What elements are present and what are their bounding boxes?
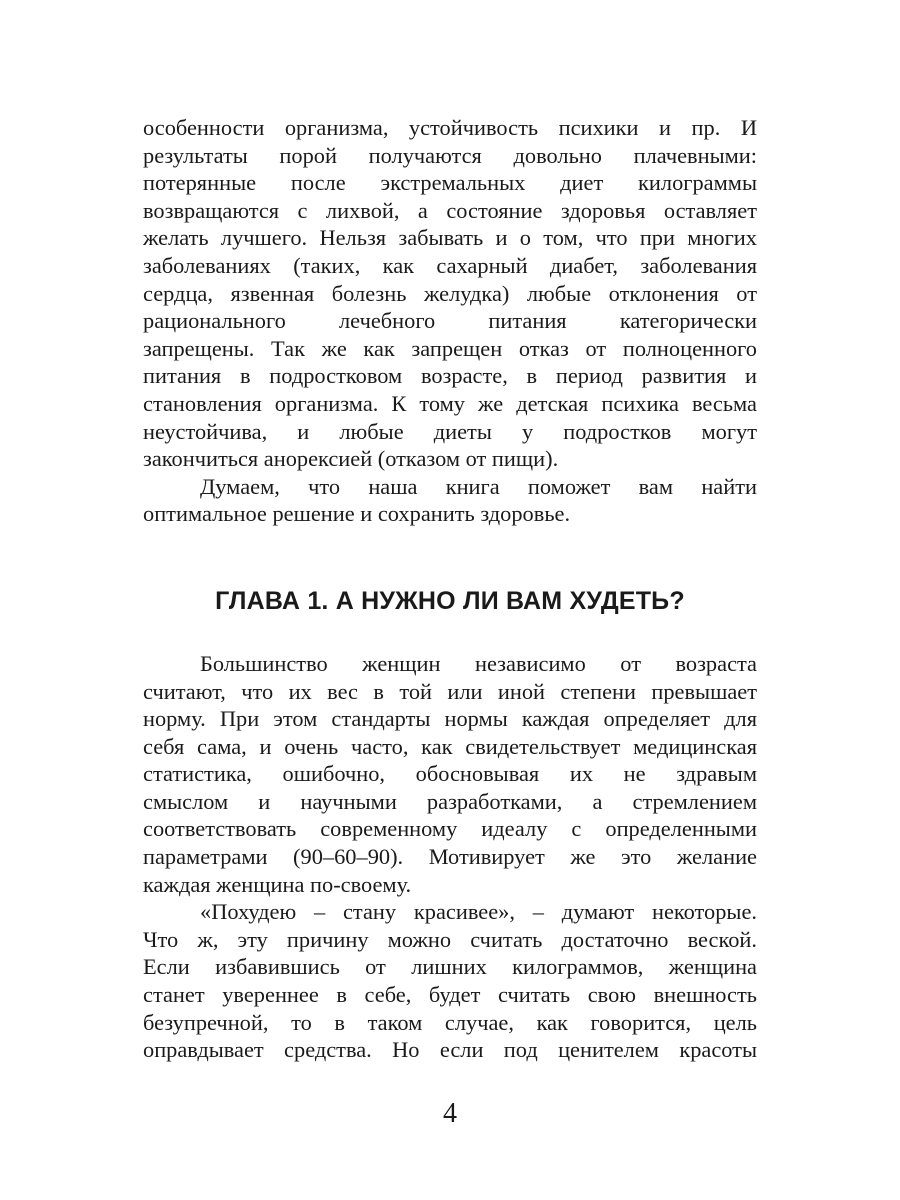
text-line: Думаем, что наша книга поможет вам найти bbox=[200, 473, 757, 499]
text-line: смыслом и научными разработками, а стремлением bbox=[143, 788, 757, 814]
chapter-paragraph-2 bbox=[143, 898, 757, 1064]
text-line: Большинство женщин независимо от возраста bbox=[200, 650, 757, 676]
text-line: рационального лечебного питания категорически bbox=[143, 308, 757, 334]
text-line: становления организма. К тому же детская психика весьма bbox=[143, 390, 757, 416]
text-line: оправдывает средства. Но если под ценителем красоты bbox=[143, 1037, 757, 1063]
text-line: «Похудею – стану красивее», – думают некоторые. bbox=[200, 899, 757, 925]
text-line: каждая женщина по-своему. bbox=[143, 871, 412, 897]
text-line: запрещены. Так же как запрещен отказ от полноценного bbox=[143, 335, 757, 361]
text-line: параметрами (90–60–90). Мотивирует же это желание bbox=[143, 844, 757, 870]
text-line: статистика, ошибочно, обосновывая их не здравым bbox=[143, 761, 757, 787]
intro-paragraph-2 bbox=[143, 473, 757, 528]
text-line: потерянные после экстремальных диет килограммы bbox=[143, 170, 757, 196]
text-line: норму. При этом стандарты нормы каждая определяет для bbox=[143, 706, 757, 732]
page-number: 4 bbox=[443, 1098, 457, 1129]
text-line: возвращаются с лихвой, а состояние здоровья оставляет bbox=[143, 197, 757, 223]
text-line: Если избавившись от лишних килограммов, женщина bbox=[143, 954, 757, 980]
text-line: особенности организма, устойчивость психики и пр. И bbox=[143, 115, 757, 140]
intro-paragraph-1 bbox=[143, 114, 757, 473]
text-line: заболеваниях (таких, как сахарный диабет, заболевания bbox=[143, 252, 757, 278]
text-line: питания в подростковом возрасте, в период развития и bbox=[143, 363, 757, 389]
text-line: Что ж, эту причину можно считать достаточно веской. bbox=[143, 926, 757, 952]
text-line: закончиться анорексией (отказом от пищи). bbox=[143, 446, 559, 472]
text-line: оптимальное решение и сохранить здоровье. bbox=[143, 501, 571, 527]
text-line: желать лучшего. Нельзя забывать и о том, что при многих bbox=[143, 225, 757, 251]
text-line: безупречной, то в таком случае, как говорится, цель bbox=[143, 1009, 757, 1035]
page-body bbox=[143, 114, 757, 1064]
text-line: станет увереннее в себе, будет считать свою внешность bbox=[143, 982, 757, 1008]
text-line: сердца, язвенная болезнь желудка) любые отклонения от bbox=[143, 280, 757, 306]
text-line: считают, что их вес в той или иной степени превышает bbox=[143, 678, 757, 704]
chapter-paragraph-1 bbox=[143, 650, 757, 898]
chapter-title: ГЛАВА 1. А НУЖНО ЛИ ВАМ ХУДЕТЬ? bbox=[215, 586, 685, 615]
text-line: соответствовать современному идеалу с определенными bbox=[143, 816, 757, 842]
text-line: результаты порой получаются довольно плачевными: bbox=[143, 142, 757, 168]
text-line: неустойчива, и любые диеты у подростков могут bbox=[143, 418, 757, 444]
text-line: себя сама, и очень часто, как свидетельствует медицинская bbox=[143, 733, 757, 759]
